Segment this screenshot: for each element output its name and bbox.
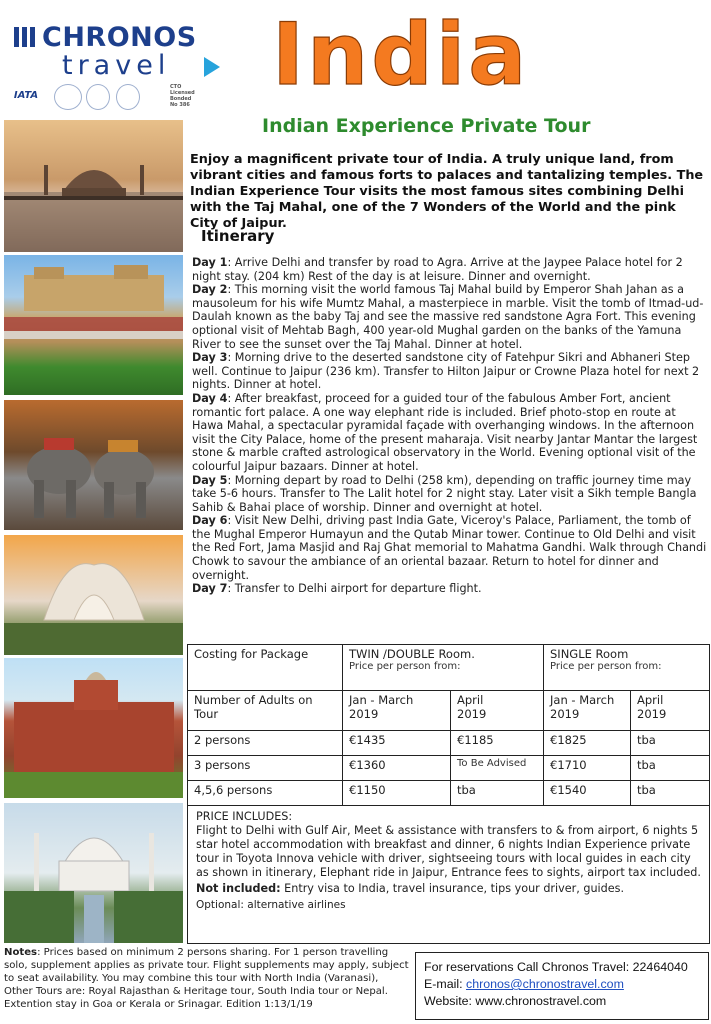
accreditation-badges	[10, 84, 210, 112]
day-text: : After breakfast, proceed for a guided tour of the fabulous Amber Fort, ancient romantic fort palace. A one way elephant ride is included. Brief photo-stop en route at Hawa Mahal, a spectacular pyramidal façade with overhanging windows. In the afternoon visit the City Palace, home of the present maharaja. Visit nearby Jantar Mantar the largest stone & marble crafted astrological observatory in the World. Evening optional visit of the colourful Jaipur bazaars. Dinner at hotel.	[192, 391, 698, 473]
itinerary-day-7	[192, 582, 710, 596]
red-fort-photo	[4, 658, 183, 798]
day-label: Day 5	[192, 473, 228, 487]
day-label: Day 4	[192, 391, 228, 405]
adults-header-cell	[188, 691, 343, 731]
taj-mahal-gardens-photo	[4, 803, 183, 943]
table-row	[188, 756, 710, 781]
play-arrow-icon	[204, 57, 220, 77]
costing-header-cell	[188, 645, 343, 691]
iata-logo: IATA	[13, 90, 39, 101]
day-text: : Visit New Delhi, driving past India Gate, Viceroy's Palace, Parliament, the tomb of the Mughal Emperor Humayun and the Qutab Minar tower. Continue to Old Delhi and visit the Red Fort, Jama Masjid and Raj Ghat memorial to Mahatma Gandhi. Walk through Chandi Chowk to savour the ambiance of an oriental bazaar. Return to hotel for dinner and overnight.	[192, 514, 707, 582]
itinerary-day-3	[192, 351, 710, 392]
twin-room-subtitle: Price per person from:	[349, 661, 461, 672]
email-label: E-mail:	[424, 977, 466, 991]
contact-box	[415, 952, 709, 1020]
table-row	[188, 781, 710, 806]
persons-cell: 4,5,6 persons	[188, 781, 343, 806]
single-room-title: SINGLE Room	[550, 647, 629, 661]
price-cell: €1360	[343, 756, 451, 781]
itinerary-day-1	[192, 256, 710, 283]
period-year: 2019	[550, 707, 580, 721]
page-title: India	[272, 5, 530, 105]
day-label: Day 1	[192, 256, 228, 269]
price-cell: €1825	[544, 731, 631, 756]
day-text: : This morning visit the world famous Taj Mahal build by Emperor Shah Jahan as a mausoleum for his wife Mumtz Mahal, a masterpiece in marble. Visit the tomb of Itmad-ud-Daulah known as the baby Taj and see the massive red sandstone Agra Fort. This evening optional visit of Mehtab Bagh, 400 year-old Mughal garden on the banks of the Yamuna River to see the sunset over the Taj Mahal. Dinner at hotel.	[192, 283, 704, 351]
price-cell: tba	[631, 756, 710, 781]
period-year: 2019	[637, 707, 667, 721]
page-subtitle: Indian Experience Private Tour	[262, 115, 591, 137]
period-year: 2019	[349, 707, 379, 721]
day-label: Day 3	[192, 351, 228, 365]
itinerary-day-6	[192, 514, 710, 582]
costing-table	[187, 644, 710, 806]
period-label: April	[637, 693, 664, 707]
period-cell	[544, 691, 631, 731]
price-cell: €1435	[343, 731, 451, 756]
price-cell: tba	[631, 731, 710, 756]
intro-paragraph: Enjoy a magnificent private tour of India. A truly unique land, from vibrant cities and famous forts to palaces and tantalizing temples. The Indian Experience Tour visits the most famous sites combining Delhi with the Taj Mahal, one of the 7 Wonders of the World and the pink City of Jaipur.	[190, 152, 704, 231]
price-cell: To Be Advised	[451, 756, 544, 781]
logo-brand-top-text: CHRONOS	[42, 22, 197, 53]
reservations-line: For reservations Call Chronos Travel: 22464040	[424, 960, 688, 974]
costing-label: Costing for Package	[194, 647, 309, 661]
single-room-subtitle: Price per person from:	[550, 661, 662, 672]
logo-brand-bottom: travel	[62, 50, 171, 81]
itinerary-list	[192, 256, 710, 596]
day-label: Day 6	[192, 514, 228, 528]
logo-brand-top	[14, 22, 197, 53]
elephant-ride-photo	[4, 400, 183, 530]
not-included-label: Not included:	[196, 882, 281, 895]
day-label: Day 2	[192, 283, 228, 297]
price-includes-box	[187, 806, 710, 944]
day-text: : Morning depart by road to Delhi (258 km), depending on traffic journey time may take 5-6 hours. Transfer to The Lalit hotel for 2 night stay. Later visit a Sikh temple Bangla Sahib & Bahai place of worship. Dinner and overnight at hotel.	[192, 473, 697, 514]
day-text: : Transfer to Delhi airport for departure flight.	[227, 582, 482, 596]
price-cell: €1710	[544, 756, 631, 781]
website-link[interactable]: Website: www.chronostravel.com	[424, 994, 607, 1008]
period-label: Jan - March	[349, 693, 414, 707]
itinerary-heading: Itinerary	[201, 227, 275, 245]
itinerary-day-5	[192, 474, 710, 515]
email-link[interactable]: chronos@chronostravel.com	[466, 977, 624, 991]
price-cell: €1150	[343, 781, 451, 806]
single-room-header	[544, 645, 710, 691]
notes-label: Notes	[4, 947, 38, 958]
taj-mahal-sunset-photo	[4, 120, 183, 252]
itinerary-day-4	[192, 392, 710, 474]
persons-cell: 3 persons	[188, 756, 343, 781]
cto-license-text: CTO Licensed Bonded No 386	[170, 84, 195, 108]
price-cell: tba	[631, 781, 710, 806]
amber-fort-photo	[4, 255, 183, 395]
day-text: : Morning drive to the deserted sandstone city of Fatehpur Sikri and Abhaneri Step well. Continue to Jaipur (236 km). Transfer to Hilton Jaipur or Crowne Plaza hotel for next 2 nights. Dinner at hotel.	[192, 351, 700, 392]
day-text: : Arrive Delhi and transfer by road to Agra. Arrive at the Jaypee Palace hotel for 2 night stay. (204 km) Rest of the day is at leisure. Dinner and overnight.	[192, 256, 683, 283]
table-row	[188, 731, 710, 756]
persons-cell: 2 persons	[188, 731, 343, 756]
accreditation-seal-icon	[116, 84, 140, 110]
price-cell: €1185	[451, 731, 544, 756]
price-includes-text: Flight to Delhi with Gulf Air, Meet & assistance with transfers to & from airport, 6 nights 5 star hotel accommodation with breakfast and dinner, 6 nights Indian Experience private tour in Toyota Innova vehicle with driver, sightseeing tours with local guides in each city as shown in itinerary, Elephant ride in Jaipur, Entrance fees to sights, airport tax included.	[196, 824, 701, 879]
price-cell: €1540	[544, 781, 631, 806]
period-label: Jan - March	[550, 693, 615, 707]
table-period-row	[188, 691, 710, 731]
period-cell	[451, 691, 544, 731]
twin-room-header	[343, 645, 544, 691]
table-header-row	[188, 645, 710, 691]
email-line	[424, 976, 700, 993]
period-cell	[343, 691, 451, 731]
price-includes-heading: PRICE INCLUDES:	[196, 810, 293, 823]
optional-line: Optional: alternative airlines	[196, 899, 346, 911]
period-year: 2019	[457, 707, 487, 721]
itinerary-day-2	[192, 283, 710, 351]
period-cell	[631, 691, 710, 731]
period-label: April	[457, 693, 484, 707]
day-label: Day 7	[192, 582, 228, 596]
lotus-temple-photo	[4, 535, 183, 655]
not-included-text: Entry visa to India, travel insurance, tips your driver, guides.	[280, 882, 625, 895]
accreditation-seal-icon	[86, 84, 110, 110]
not-included-line	[196, 882, 701, 896]
twin-room-title: TWIN /DOUBLE Room.	[349, 647, 475, 661]
notes-text: : Prices based on minimum 2 persons sharing. For 1 person travelling solo, supplement applies as private tour. Flight supplements may apply, subject to seat availability. You may combine this tour with North India (Varanasi), Other Tours are: Royal Rajasthan & Heritage tour, South India tour or Nepal. Extention stay in Goa or Kerala or Srinagar. Edition 1:13/1/19	[4, 947, 409, 1010]
price-cell: tba	[451, 781, 544, 806]
logo-bars-icon	[14, 27, 38, 47]
adults-label: Number of Adults on Tour	[194, 693, 313, 721]
notes-paragraph	[4, 946, 409, 1011]
accreditation-seal-icon	[54, 84, 82, 110]
